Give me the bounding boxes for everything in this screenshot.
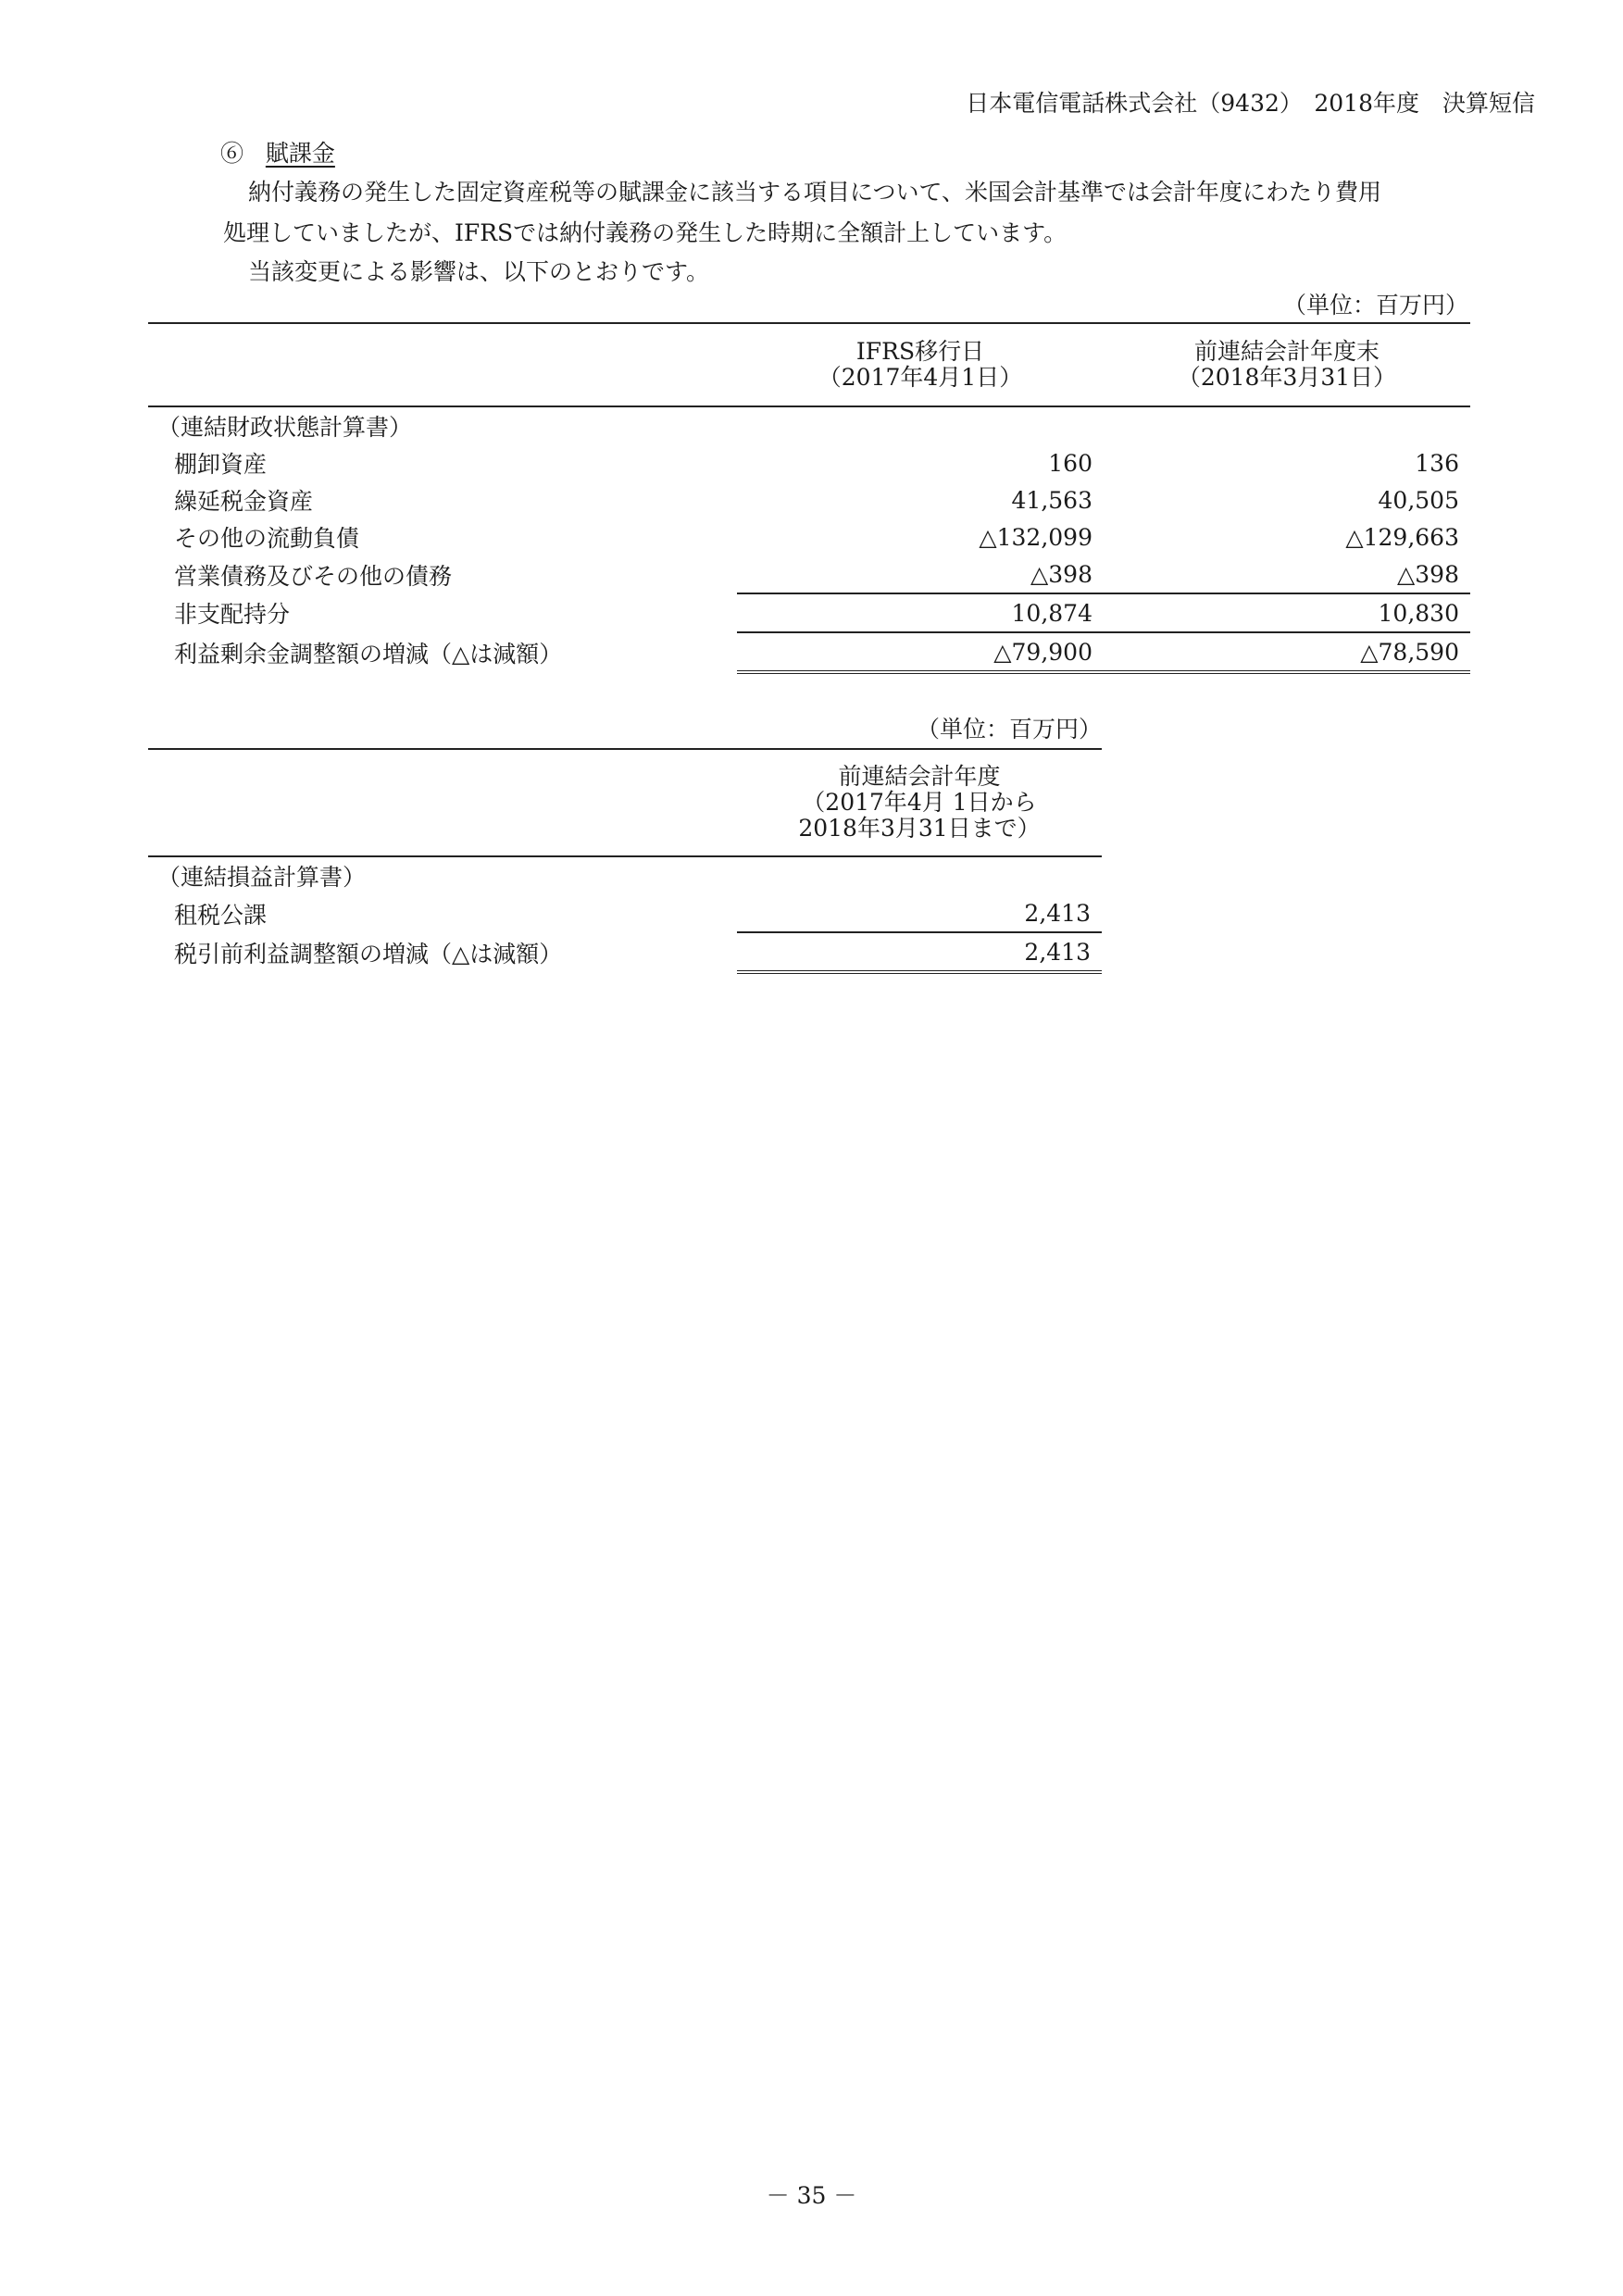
income-statement-table <box>148 748 1102 974</box>
row-value-col1: 2,413 <box>737 932 1102 972</box>
table-row <box>148 894 1102 932</box>
table2-group-row <box>148 856 1102 894</box>
row-value-col2: △78,590 <box>1104 632 1470 672</box>
row-label: 税引前利益調整額の増減（△は減額） <box>174 940 563 967</box>
table2-total-row <box>148 932 1102 972</box>
table-row <box>148 481 1470 518</box>
table-row <box>148 593 1470 632</box>
paragraph-1-line-2: 処理していましたが、IFRSでは納付義務の発生した時期に全額計上しています。 <box>223 219 1067 246</box>
row-value-col1: 2,413 <box>1024 899 1091 927</box>
row-label: その他の流動負債 <box>174 525 360 552</box>
row-value-col1: △132,099 <box>979 523 1092 551</box>
section-marker: ⑥ <box>220 140 244 167</box>
row-label: 利益剰余金調整額の増減（△は減額） <box>174 640 563 668</box>
row-value-col2: 10,830 <box>1104 593 1470 632</box>
paragraph-2: 当該変更による影響は、以下のとおりです。 <box>248 258 710 285</box>
row-value-col2: △129,663 <box>1345 523 1459 551</box>
paragraph-1 <box>223 172 1470 254</box>
row-label: 棚卸資産 <box>174 451 268 478</box>
table-row <box>148 444 1470 481</box>
row-value-col1: △398 <box>1030 560 1092 588</box>
row-value-col1: 160 <box>1048 449 1092 477</box>
row-label: 租税公課 <box>174 901 268 929</box>
section-heading <box>220 135 335 168</box>
table1-col2-header: 前連結会計年度末 （2018年3月31日） <box>1104 323 1470 406</box>
balance-sheet-table <box>148 322 1470 674</box>
table1-group-row <box>148 406 1470 444</box>
row-value-col1: △79,900 <box>737 632 1104 672</box>
table2-col1-header: 前連結会計年度 （2017年4月 1日から 2018年3月31日まで） <box>737 749 1102 856</box>
table2-group-label: （連結損益計算書） <box>157 864 367 891</box>
table1-total-row <box>148 632 1470 672</box>
table1-header-row <box>148 323 1470 406</box>
row-value-col1: 41,563 <box>1011 486 1092 514</box>
row-label: 非支配持分 <box>174 601 291 628</box>
table-row <box>148 518 1470 555</box>
table1-header-blank <box>148 323 737 406</box>
paragraph-1-line-1: 納付義務の発生した固定資産税等の賦課金に該当する項目について、米国会計基準では会計年度にわたり費用 <box>248 179 1382 206</box>
document-header: 日本電信電話株式会社（9432） 2018年度 決算短信 <box>966 90 1535 117</box>
row-value-col2: △398 <box>1397 560 1459 588</box>
table-row <box>148 555 1470 593</box>
table1-group-label: （連結財政状態計算書） <box>157 414 413 441</box>
row-value-col2: 40,505 <box>1378 486 1459 514</box>
table2-header-blank <box>148 749 737 856</box>
row-value-col2: 136 <box>1415 449 1459 477</box>
section-title: 賦課金 <box>265 140 335 167</box>
page-number: － 35 － <box>766 2182 857 2209</box>
table1-unit-label: （単位：百万円） <box>1282 292 1468 318</box>
row-label: 繰延税金資産 <box>174 488 314 515</box>
table2-unit-label: （単位：百万円） <box>917 716 1103 742</box>
table2-header-row <box>148 749 1102 856</box>
row-value-col1: 10,874 <box>737 593 1104 632</box>
row-label: 営業債務及びその他の債務 <box>174 562 453 590</box>
table1-col1-header: IFRS移行日 （2017年4月1日） <box>737 323 1104 406</box>
